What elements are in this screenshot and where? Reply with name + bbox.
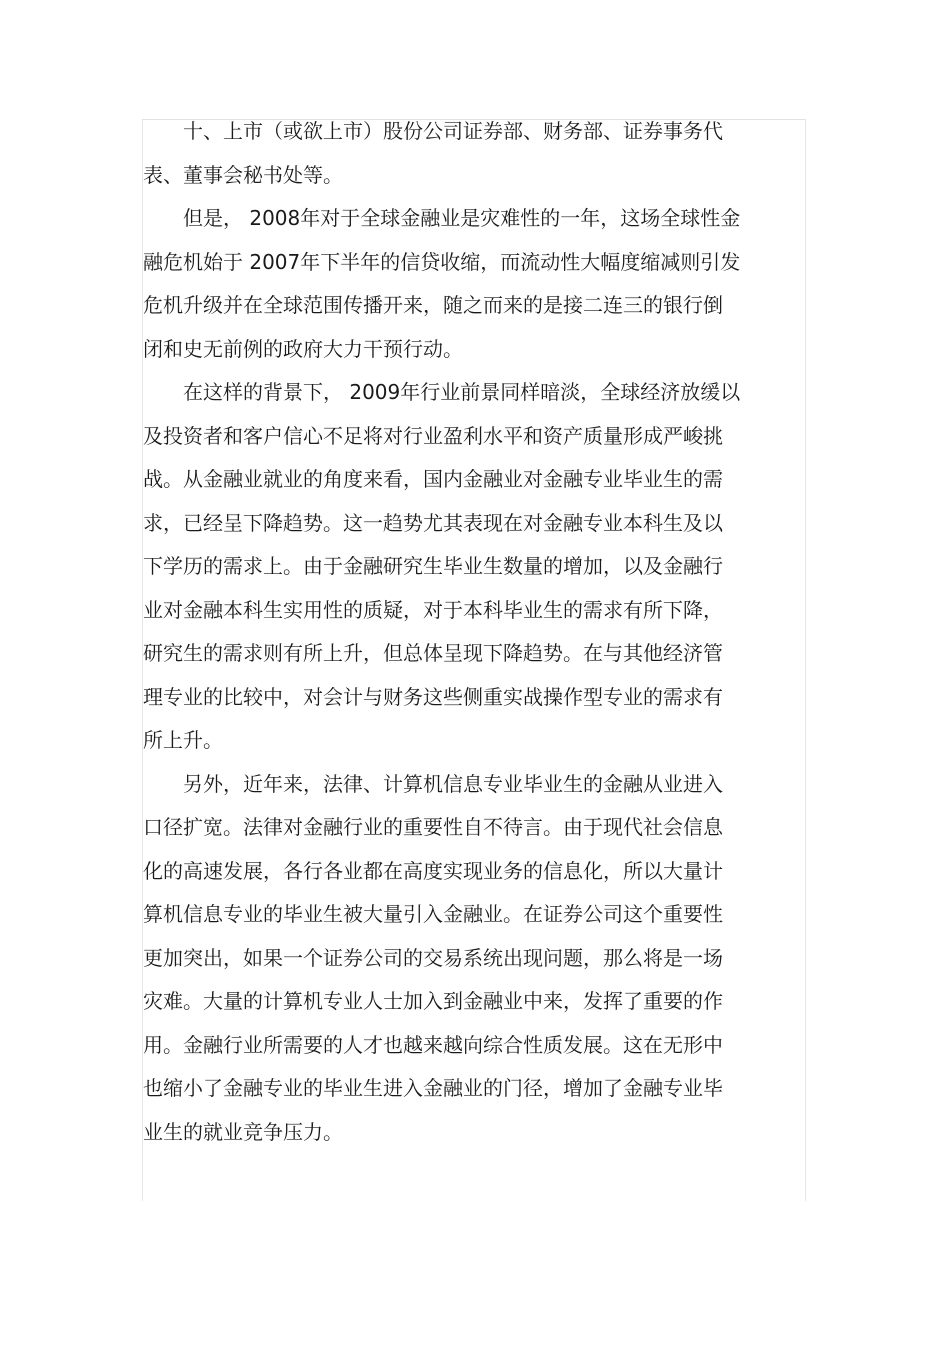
paragraph-4-line-5: 更加突出，如果一个证券公司的交易系统出现问题，那么将是一场 [143, 946, 723, 970]
paragraph-3-line-9: 所上升。 [143, 728, 223, 752]
paragraph-4-line-9: 业生的就业竞争压力。 [143, 1120, 343, 1144]
paragraph-3-line-1: 在这样的背景下， 2009年行业前景同样暗淡，全球经济放缓以 [143, 380, 741, 404]
paragraph-2-line-1: 但是， 2008年对于全球金融业是灾难性的一年，这场全球性金 [143, 206, 741, 230]
paragraph-4-line-8: 也缩小了金融专业的毕业生进入金融业的门径，增加了金融专业毕 [143, 1076, 723, 1100]
paragraph-3-line-6: 业对金融本科生实用性的质疑，对于本科毕业生的需求有所下降， [143, 598, 723, 622]
paragraph-2-line-3: 危机升级并在全球范围传播开来，随之而来的是接二连三的银行倒 [143, 293, 723, 317]
paragraph-1-line-2: 表、董事会秘书处等。 [143, 163, 343, 187]
paragraph-3-line-5: 下学历的需求上。由于金融研究生毕业生数量的增加，以及金融行 [143, 554, 723, 578]
paragraph-4-line-7: 用。金融行业所需要的人才也越来越向综合性质发展。这在无形中 [143, 1033, 723, 1057]
paragraph-1-line-1: 十、上市（或欲上市）股份公司证券部、财务部、证券事务代 [143, 119, 723, 143]
paragraph-4-line-1: 另外，近年来，法律、计算机信息专业毕业生的金融从业进入 [143, 772, 723, 796]
paragraph-4-line-2: 口径扩宽。法律对金融行业的重要性自不待言。由于现代社会信息 [143, 815, 723, 839]
paragraph-4-line-3: 化的高速发展，各行各业都在高度实现业务的信息化，所以大量计 [143, 859, 723, 883]
paragraph-4-line-4: 算机信息专业的毕业生被大量引入金融业。在证券公司这个重要性 [143, 902, 723, 926]
paragraph-3-line-3: 战。从金融业就业的角度来看，国内金融业对金融专业毕业生的需 [143, 467, 723, 491]
paragraph-3-line-8: 理专业的比较中，对会计与财务这些侧重实战操作型专业的需求有 [143, 685, 723, 709]
paragraph-2-line-4: 闭和史无前例的政府大力干预行动。 [143, 337, 463, 361]
paragraph-2-line-2: 融危机始于 2007年下半年的信贷收缩，而流动性大幅度缩减则引发 [143, 250, 741, 274]
paragraph-3-line-2: 及投资者和客户信心不足将对行业盈利水平和资产质量形成严峻挑 [143, 424, 723, 448]
paragraph-3-line-7: 研究生的需求则有所上升，但总体呈现下降趋势。在与其他经济管 [143, 641, 723, 665]
paragraph-3-line-4: 求，已经呈下降趋势。这一趋势尤其表现在对金融专业本科生及以 [143, 511, 723, 535]
paragraph-4-line-6: 灾难。大量的计算机专业人士加入到金融业中来，发挥了重要的作 [143, 989, 723, 1013]
